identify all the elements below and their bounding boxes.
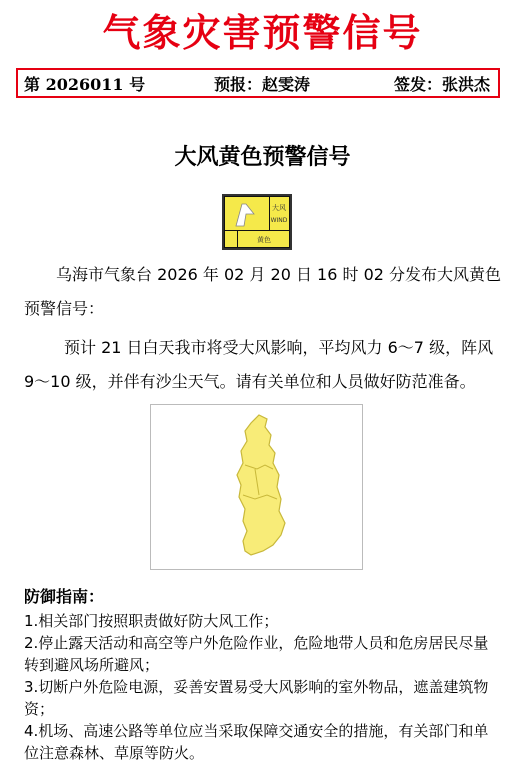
warning-area-map: [150, 404, 363, 570]
guidance-heading: 防御指南：: [24, 587, 105, 606]
document-title: 气象灾害预警信号: [102, 10, 423, 55]
icon-bottom-text: 黄色: [257, 236, 271, 244]
guidance-item-4: 4.机场、高速公路等单位应当采取保障交通安全的措施，有关部门和单位注意森林、草原等防火。: [24, 722, 489, 762]
icon-bottom-left: [225, 231, 237, 247]
wind-yellow-warning-icon: [222, 194, 292, 250]
guidance-list: [24, 610, 500, 764]
forecaster: 预报：赵雯涛: [214, 74, 311, 94]
icon-top-text: 大风: [272, 204, 286, 212]
issue-statement: 乌海市气象台 2026 年 02 月 20 日 16 时 02 分发布大风黄色预警信号：: [24, 265, 502, 318]
icon-side-panel: [270, 197, 289, 230]
issuer: 签发：张洪杰: [393, 74, 490, 94]
wuhai-region-map: [151, 405, 362, 569]
guidance-item-3: 3.切断户外危险电源，妥善安置易受大风影响的室外物品，遮盖建筑物资；: [24, 678, 489, 718]
issue-number: 第 2026011 号: [24, 74, 146, 94]
warning-title: 大风黄色预警信号: [174, 144, 351, 170]
forecast-statement: 预计 21 日白天我市将受大风影响，平均风力 6～7 级，阵风 9～10 级，并伴有沙尘天气。请有关单位和人员做好防范准备。: [24, 338, 494, 391]
issue-info-bar: [16, 68, 500, 98]
region-shape: [237, 415, 285, 555]
guidance-item-2: 2.停止露天活动和高空等户外危险作业，危险地带人员和危房居民尽量转到避风场所避风；: [24, 634, 489, 674]
warning-signal-graphic: [224, 196, 290, 248]
icon-label-en: WIND: [270, 217, 288, 224]
guidance-item-1: 1.相关部门按照职责做好防大风工作；: [24, 612, 279, 630]
